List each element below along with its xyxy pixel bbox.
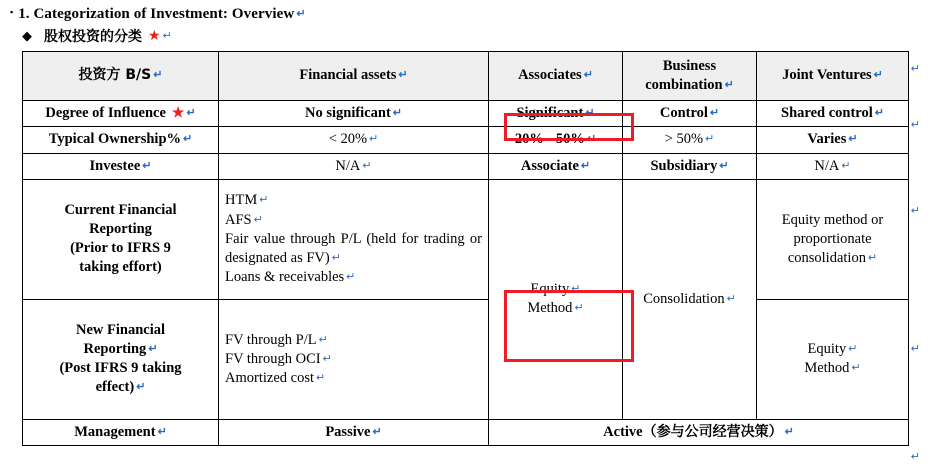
pilcrow-icon: ↵ [709, 107, 720, 120]
cell-influence-business [623, 101, 757, 127]
column-header-financial-assets [219, 52, 489, 101]
row-label-line: effect) [95, 379, 135, 396]
column-header-label: Associates [518, 67, 582, 84]
cell-consolidation-business [623, 179, 757, 419]
pilcrow-icon: ↵ [841, 159, 851, 172]
row-label-investee [23, 153, 219, 179]
table-row [23, 101, 909, 127]
column-header-label: Joint Ventures [782, 67, 872, 84]
cell-influence-associates [489, 101, 623, 127]
cell-management-active [489, 419, 909, 445]
pilcrow-icon: ↵ [726, 292, 736, 305]
row-label-typical-ownership [23, 127, 219, 153]
column-header-associates [489, 52, 623, 101]
column-header-business-combination [623, 52, 757, 101]
cell-influence-joint [757, 101, 909, 127]
pilcrow-icon: ↵ [719, 159, 729, 172]
cell-text: 20% - 50% [514, 131, 585, 148]
diamond-bullet-icon: ◆ [22, 28, 32, 43]
red-star-icon: ★ [148, 28, 161, 44]
cell-line: AFS [225, 211, 252, 228]
cell-text: Associate [520, 157, 579, 174]
pilcrow-icon: ↵ [580, 159, 591, 172]
pilcrow-icon: ↵ [346, 270, 356, 283]
pilcrow-icon: ↵ [586, 133, 597, 146]
pilcrow-icon: ↵ [874, 107, 884, 120]
row-label-line: New Financial [75, 321, 165, 338]
cell-current-financial-assets [219, 179, 489, 299]
pilcrow-icon: ↵ [157, 425, 167, 438]
cell-text-cn: （参与公司经营决策） [642, 423, 783, 440]
row-label-text: Degree of Influence [45, 105, 166, 121]
pilcrow-icon: ↵ [392, 107, 402, 120]
pilcrow-icon: ↵ [362, 159, 372, 172]
pilcrow-icon: ↵ [873, 69, 883, 82]
cell-line: Equity method or [781, 211, 884, 228]
pilcrow-icon: ↵ [848, 133, 858, 146]
row-label-line: Current Financial [64, 201, 177, 218]
cell-text: Active [603, 423, 643, 440]
pilcrow-icon: ↵ [705, 133, 715, 146]
cell-line: FV through OCI [225, 350, 321, 367]
cell-new-joint-ventures [757, 299, 909, 419]
pilcrow-icon: ↵ [148, 343, 158, 356]
pilcrow-icon: ↵ [296, 8, 306, 20]
row-label-management [23, 419, 219, 445]
cell-influence-financial [219, 101, 489, 127]
cell-ownership-joint [757, 127, 909, 153]
table-row [23, 419, 909, 445]
pilcrow-icon: ↵ [910, 119, 920, 131]
pilcrow-icon: ↵ [316, 371, 326, 384]
red-star-icon: ★ [171, 106, 185, 121]
cell-line: consolidation [787, 249, 866, 266]
page-title [10, 6, 918, 23]
pilcrow-icon: ↵ [136, 381, 146, 394]
pilcrow-icon: ↵ [910, 205, 920, 217]
pilcrow-icon: ↵ [910, 343, 920, 355]
cell-current-joint-ventures [757, 179, 909, 299]
cell-line: HTM [225, 192, 258, 209]
pilcrow-icon: ↵ [784, 425, 794, 438]
row-label-line: (Post IFRS 9 taking [59, 360, 182, 377]
row-label-line: taking effort) [79, 259, 162, 276]
table-row [23, 153, 909, 179]
pilcrow-icon: ↵ [331, 251, 341, 264]
column-header-investor [23, 52, 219, 101]
cell-line: proportionate [793, 230, 872, 247]
pilcrow-icon: ↵ [910, 63, 920, 75]
cell-line: Equity [807, 341, 847, 358]
cell-line: Fair value through P/L (held for trading or designated as FV) [225, 230, 482, 266]
pilcrow-icon: ↵ [867, 251, 878, 264]
pilcrow-icon: ↵ [724, 79, 734, 91]
pilcrow-icon: ↵ [369, 133, 379, 146]
pilcrow-icon: ↵ [585, 107, 595, 120]
pilcrow-icon: ↵ [183, 133, 193, 146]
table-header-row [23, 52, 909, 101]
table-row [23, 127, 909, 153]
cell-management-passive [219, 419, 489, 445]
pilcrow-icon: ↵ [910, 451, 920, 463]
pilcrow-icon: ↵ [583, 69, 593, 82]
subheading-text: 股权投资的分类 [44, 29, 142, 45]
cell-equity-method-associates [489, 179, 623, 419]
table-row [23, 179, 909, 299]
cell-ownership-financial [219, 127, 489, 153]
cell-investee-financial [219, 153, 489, 179]
column-header-label: Financial assets [299, 67, 397, 84]
row-label-line: (Prior to IFRS 9 [70, 240, 171, 257]
cell-line: Method [527, 300, 573, 317]
cell-text: Significant [516, 105, 584, 122]
cell-text: Subsidiary [650, 157, 718, 174]
cell-new-financial-assets [219, 299, 489, 419]
cell-text: Passive [325, 423, 371, 440]
cell-ownership-business [623, 127, 757, 153]
bullet-square-icon: ▪ [10, 7, 14, 17]
cell-text: > 50% [664, 131, 704, 148]
page-title-text: 1. Categorization of Investment: Overview [18, 6, 295, 22]
pilcrow-icon: ↵ [372, 425, 382, 438]
cell-text: Shared control [781, 105, 873, 122]
cell-text: Control [659, 105, 708, 122]
row-label-text: Management [74, 423, 156, 440]
cell-text: < 20% [328, 131, 368, 148]
pilcrow-icon: ↵ [259, 194, 269, 207]
cell-line: Amortized cost [225, 369, 314, 386]
cell-line: Method [804, 360, 850, 377]
cell-text: Varies [807, 131, 847, 148]
pilcrow-icon: ↵ [571, 283, 581, 296]
row-label-current-financial-reporting [23, 179, 219, 299]
pilcrow-icon: ↵ [162, 29, 172, 42]
cell-text: N/A [814, 157, 840, 174]
investment-categorization-table [22, 51, 909, 446]
pilcrow-icon: ↵ [398, 69, 408, 82]
row-label-new-financial-reporting [23, 299, 219, 419]
pilcrow-icon: ↵ [848, 343, 858, 356]
row-label-line: Reporting [83, 341, 147, 358]
pilcrow-icon: ↵ [318, 333, 328, 346]
cell-line: FV through P/L [225, 331, 317, 348]
row-label-text: Investee [89, 157, 141, 174]
pilcrow-icon: ↵ [186, 107, 196, 119]
column-header-label: 投资方 B/S [78, 67, 152, 84]
pilcrow-icon: ↵ [851, 362, 861, 375]
pilcrow-icon: ↵ [253, 213, 263, 226]
cell-investee-joint [757, 153, 909, 179]
row-label-text: Typical Ownership% [48, 131, 182, 148]
cell-ownership-associates [489, 127, 623, 153]
cell-text: Consolidation [643, 290, 725, 307]
table-row [23, 299, 909, 419]
cell-text: No significant [304, 105, 391, 122]
pilcrow-icon: ↵ [322, 352, 332, 365]
column-header-label: Business combination [645, 57, 723, 93]
cell-line: Equity [530, 281, 570, 298]
column-header-joint-ventures [757, 52, 909, 101]
row-label-line: Reporting [89, 221, 152, 238]
subheading [22, 26, 918, 46]
cell-investee-associates [489, 153, 623, 179]
pilcrow-icon: ↵ [142, 159, 152, 172]
cell-text: N/A [335, 157, 361, 174]
cell-investee-business [623, 153, 757, 179]
row-label-degree-of-influence [23, 101, 219, 127]
pilcrow-icon: ↵ [153, 69, 163, 82]
cell-line: Loans & receivables [225, 268, 345, 285]
pilcrow-icon: ↵ [574, 302, 584, 315]
